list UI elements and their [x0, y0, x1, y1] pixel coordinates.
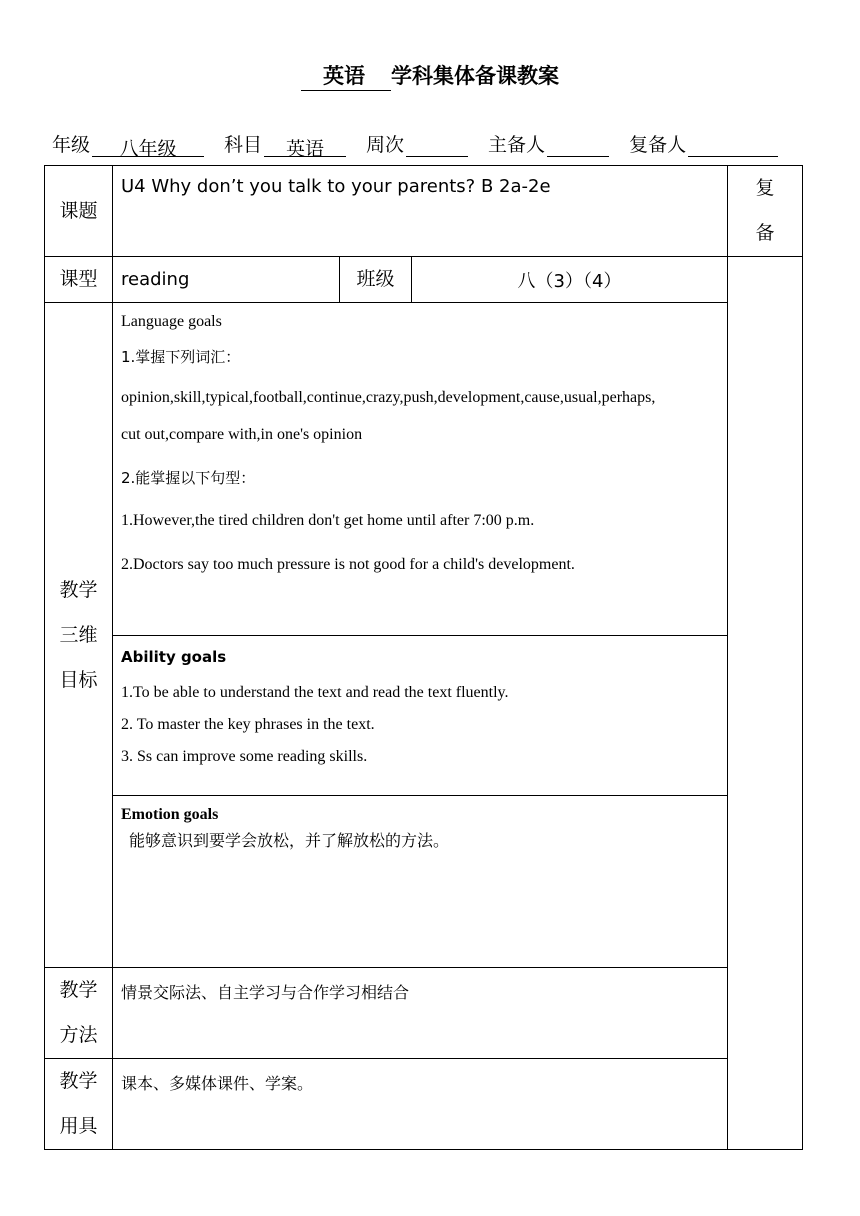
- topic-label: 课题: [45, 166, 113, 257]
- vocab-heading: 1.掌握下列词汇：: [121, 347, 241, 366]
- lead-label: 主备人: [488, 134, 546, 156]
- emotion-goals-text: 能够意识到要学会放松，并了解放松的方法。: [129, 831, 450, 850]
- type-value: reading: [113, 257, 340, 303]
- method-value: 情景交际法、自主学习与合作学习相结合: [113, 968, 728, 1059]
- type-label: 课型: [45, 257, 113, 303]
- tools-label: 教学 用具: [45, 1059, 113, 1150]
- subject-label: 科目: [224, 134, 263, 156]
- grade-value: 八年级: [92, 134, 204, 157]
- ability-item-2: 2. To master the key phrases in the text.: [121, 716, 375, 733]
- goals-label: 教学 三维 目标: [45, 303, 113, 968]
- sentence-heading: 2.能掌握以下句型：: [121, 469, 256, 488]
- review-label: 复备人: [629, 134, 687, 156]
- tools-value: 课本、多媒体课件、学案。: [113, 1059, 728, 1150]
- ability-goals-heading: Ability goals: [121, 648, 227, 666]
- emotion-goals-cell: [113, 796, 728, 968]
- ability-item-3: 3. Ss can improve some reading skills.: [121, 748, 368, 765]
- sentence-2: 2.Doctors say too much pressure is not good for a child's development.: [121, 555, 575, 573]
- topic-value: U4 Why don’t you talk to your parents? B 2a-2e: [113, 166, 728, 257]
- subject-value: 英语: [264, 134, 346, 157]
- emotion-goals-heading: Emotion goals: [121, 806, 219, 823]
- phrase-list: cut out,compare with,in one's opinion: [121, 426, 363, 444]
- ability-item-1: 1.To be able to understand the text and read the text fluently.: [121, 684, 509, 701]
- week-label: 周次: [366, 134, 405, 156]
- title-rest: 学科集体备课教案: [391, 64, 559, 88]
- meta-line: [52, 130, 778, 160]
- review-value: [688, 134, 778, 157]
- grade-label: 年级: [52, 134, 91, 156]
- title-subject: 英语: [301, 60, 391, 91]
- language-goals-heading: Language goals: [121, 313, 222, 330]
- class-label: 班级: [340, 257, 412, 303]
- week-value: [406, 134, 468, 157]
- document-title: [0, 60, 860, 91]
- class-value: 八（3）（4）: [412, 257, 728, 303]
- language-goals-cell: [113, 303, 728, 636]
- sentence-1: 1.However,the tired children don't get home until after 7:00 p.m.: [121, 512, 535, 530]
- lead-value: [547, 134, 609, 157]
- vocab-list: opinion,skill,typical,football,continue,crazy,push,development,cause,usual,perhaps,: [121, 388, 656, 406]
- lesson-plan-table: [44, 165, 803, 1150]
- review-column-body: [728, 257, 803, 1150]
- review-column-header: 复 备: [728, 166, 803, 257]
- ability-goals-cell: [113, 636, 728, 796]
- method-label: 教学 方法: [45, 968, 113, 1059]
